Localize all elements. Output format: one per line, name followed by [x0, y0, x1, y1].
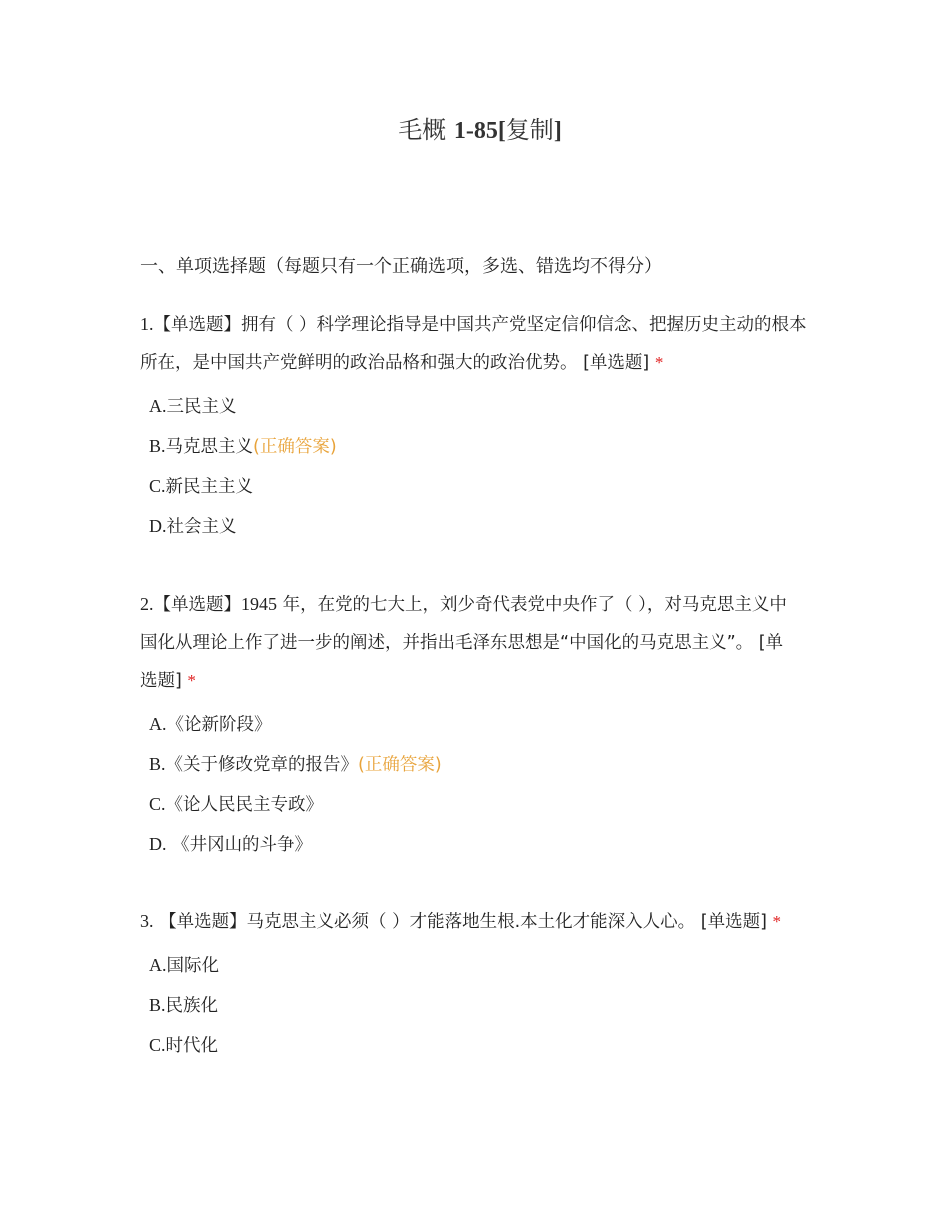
option-list — [140, 386, 820, 546]
question-1-stem — [140, 305, 820, 382]
question-text: 【单选题】马克思主义必须（ ）才能落地生根.本土化才能深入人心。 — [153, 912, 696, 932]
option-a[interactable] — [149, 386, 820, 426]
question-3-stem — [140, 902, 808, 941]
correct-answer-tag: (正确答案) — [358, 755, 442, 775]
option-letter: C. — [149, 476, 166, 496]
question-2 — [140, 585, 800, 864]
option-d[interactable] — [149, 506, 820, 546]
option-text: 《论人民民主专政》 — [165, 795, 324, 815]
required-mark: * — [187, 671, 196, 690]
option-d[interactable] — [149, 824, 800, 864]
title-prefix: 毛概 — [398, 116, 454, 144]
question-1 — [140, 305, 820, 546]
option-b[interactable] — [149, 744, 800, 784]
question-type-tag — [583, 353, 649, 373]
title-bold-part: 1-85[ — [453, 118, 506, 144]
question-3 — [140, 902, 808, 1065]
question-text: 【单选题】拥有（ ）科学理论指导是中国共产党坚定信仰信念、把握历史主动的根本所在，是中国共产党鲜明的政治品格和强大的政治优势。 — [140, 315, 807, 373]
option-a[interactable] — [149, 945, 808, 985]
option-letter: A. — [149, 955, 167, 975]
option-letter: B. — [149, 995, 166, 1015]
option-list — [140, 704, 800, 864]
question-text-part-b: 年，在党的七大上，刘少奇代表党中央作了（ ），对马克思主义中国化从理论上作了进一步的阐述，并指出毛泽东思想是“中国化的马克思主义”。 — [140, 595, 787, 653]
section-heading: 一、单项选择题（每题只有一个正确选项，多选、错选均不得分） — [140, 256, 662, 277]
required-mark: * — [654, 353, 664, 372]
option-letter: C. — [149, 1035, 166, 1055]
question-text-part-a: 【单选题】 — [153, 595, 241, 615]
option-text: 《关于修改党章的报告》 — [165, 755, 359, 775]
option-text: 民族化 — [165, 996, 219, 1016]
option-c[interactable] — [149, 466, 820, 506]
option-text: 新民主主义 — [165, 477, 254, 497]
option-text: 《井冈山的斗争》 — [166, 835, 313, 855]
question-year: 1945 — [241, 594, 277, 614]
document-title — [0, 110, 950, 145]
option-text: 社会主义 — [166, 517, 237, 537]
required-mark: * — [772, 912, 781, 931]
option-letter: C. — [149, 794, 166, 814]
option-letter: A. — [149, 396, 167, 416]
option-text: 三民主义 — [166, 397, 237, 417]
option-letter: B. — [149, 754, 166, 774]
option-b[interactable] — [149, 426, 820, 466]
type-tag-text: [单选题] — [583, 353, 650, 373]
option-letter: B. — [149, 436, 166, 456]
option-a[interactable] — [149, 704, 800, 744]
option-c[interactable] — [149, 784, 800, 824]
question-2-stem — [140, 585, 800, 700]
option-text: 《论新阶段》 — [166, 715, 272, 735]
option-text: 国际化 — [166, 956, 219, 976]
question-number: 3. — [140, 911, 154, 931]
question-number: 2. — [140, 594, 154, 614]
option-letter: A. — [149, 714, 167, 734]
option-text: 马克思主义 — [165, 437, 254, 457]
title-suffix: ] — [553, 118, 562, 144]
option-b[interactable] — [149, 985, 808, 1025]
option-letter: D. — [149, 834, 167, 854]
option-c[interactable] — [149, 1025, 808, 1065]
option-text: 时代化 — [165, 1036, 219, 1056]
option-letter: D. — [149, 516, 167, 536]
type-tag-text: [单选题] — [140, 633, 784, 691]
type-tag-text: [单选题] — [700, 912, 767, 932]
question-number: 1. — [140, 314, 154, 334]
option-list — [140, 945, 808, 1065]
title-copy-label: 复制 — [505, 116, 554, 144]
question-type-tag — [701, 912, 767, 932]
correct-answer-tag: (正确答案) — [253, 437, 337, 457]
